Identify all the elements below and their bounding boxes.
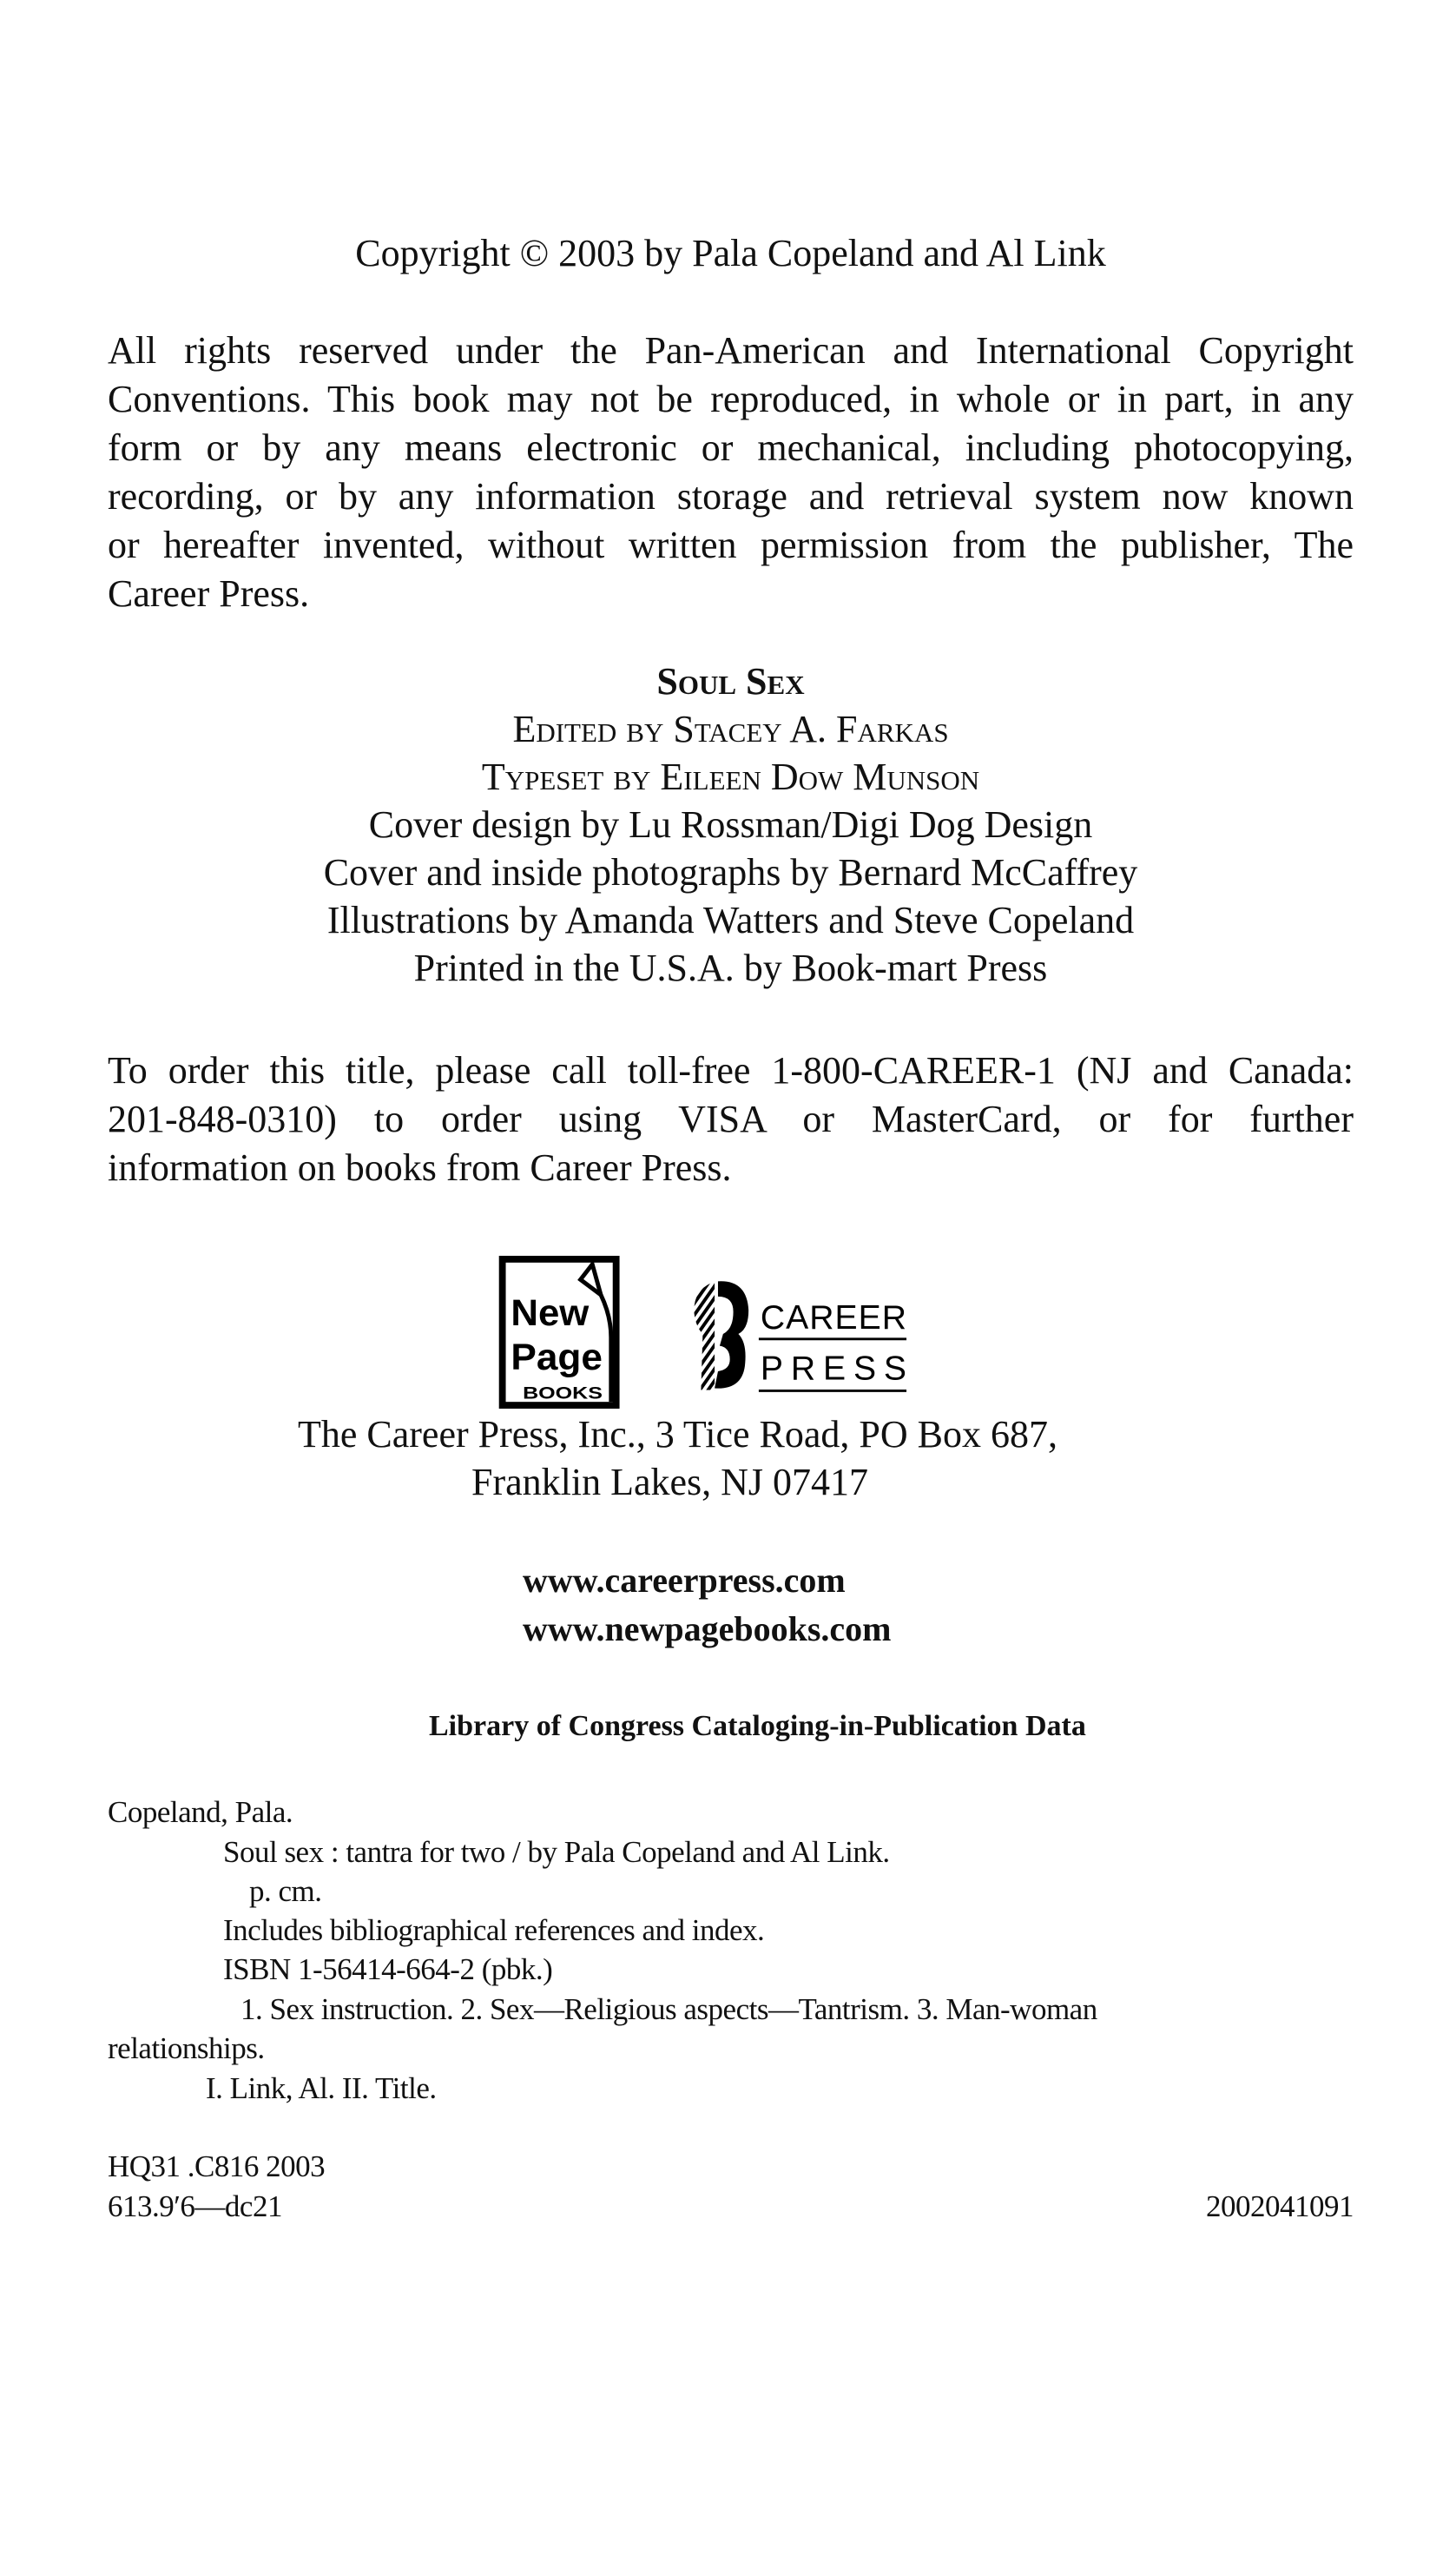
cip-subjects-cont: relationships. [108, 2031, 265, 2065]
address-line-1: The Career Press, Inc., 3 Tice Road, PO Box 687, [298, 1413, 1058, 1456]
cip-pcm: p. cm. [249, 1874, 322, 1908]
cip-lccn: 2002041091 [1206, 2189, 1354, 2223]
new-page-books-logo [503, 1259, 616, 1405]
order-line: information on books from Career Press. [108, 1146, 732, 1189]
cip-heading: Library of Congress Cataloging-in-Publication Data [429, 1710, 1086, 1742]
rights-line: form or by any means electronic or mechanical, including photocopying, [108, 426, 1354, 469]
logo-text-new: New [511, 1292, 590, 1335]
address-line-2: Franklin Lakes, NJ 07417 [471, 1461, 869, 1503]
rights-line: All rights reserved under the Pan-American and International Copyright [108, 329, 1354, 372]
cip-title: Soul sex : tantra for two / by Pala Copeland and Al Link. [223, 1835, 890, 1869]
careerpress-url[interactable]: www.careerpress.com [523, 1561, 846, 1600]
rights-line: recording, or by any information storage and retrieval system now known [108, 475, 1354, 518]
publisher-logos [486, 1256, 1024, 1409]
credit-cover: Cover design by Lu Rossman/Digi Dog Design [368, 803, 1093, 846]
credit-printer: Printed in the U.S.A. by Book-mart Press [413, 947, 1048, 989]
keyhole-b-icon [715, 1281, 748, 1388]
order-line: To order this title, please call toll-free 1-800-CAREER-1 (NJ and Canada: [108, 1049, 1354, 1092]
rights-line: Conventions. This book may not be reproduced, in whole or in part, in any [108, 378, 1354, 420]
cip-added-entries: I. Link, Al. II. Title. [206, 2071, 437, 2105]
keyhole-hatch-icon [694, 1283, 715, 1390]
cip-lc-class: HQ31 .C816 2003 [108, 2149, 326, 2183]
logo-text-career: CAREER [760, 1299, 907, 1337]
cip-includes: Includes bibliographical references and index. [223, 1913, 765, 1947]
cip-subjects: 1. Sex instruction. 2. Sex—Religious aspects—Tantrism. 3. Man-woman [240, 1992, 1097, 2026]
copyright-line: Copyright © 2003 by Pala Copeland and Al Link [355, 232, 1106, 274]
cip-isbn: ISBN 1-56414-664-2 (pbk.) [223, 1952, 553, 1986]
credit-editor: Edited by Stacey A. Farkas [512, 708, 949, 750]
credit-typeset: Typeset by Eileen Dow Munson [481, 756, 980, 798]
rights-line: or hereafter invented, without written permission from the publisher, The [108, 524, 1354, 566]
logo-text-page: Page [511, 1337, 603, 1379]
career-press-logo [694, 1281, 906, 1390]
cip-dewey: 613.9′6—dc21 [108, 2189, 282, 2223]
book-title: Soul Sex [656, 660, 805, 703]
logo-text-books: BOOKS [523, 1383, 603, 1403]
credit-photos: Cover and inside photographs by Bernard McCaffrey [323, 851, 1138, 894]
rights-line: Career Press. [108, 572, 310, 615]
credit-illustrations: Illustrations by Amanda Watters and Steve Copeland [326, 899, 1135, 941]
logo-text-press: PRESS [760, 1350, 907, 1388]
cip-author: Copeland, Pala. [108, 1795, 293, 1829]
newpagebooks-url[interactable]: www.newpagebooks.com [523, 1609, 892, 1648]
order-line: 201-848-0310) to order using VISA or MasterCard, or for further [108, 1098, 1354, 1140]
